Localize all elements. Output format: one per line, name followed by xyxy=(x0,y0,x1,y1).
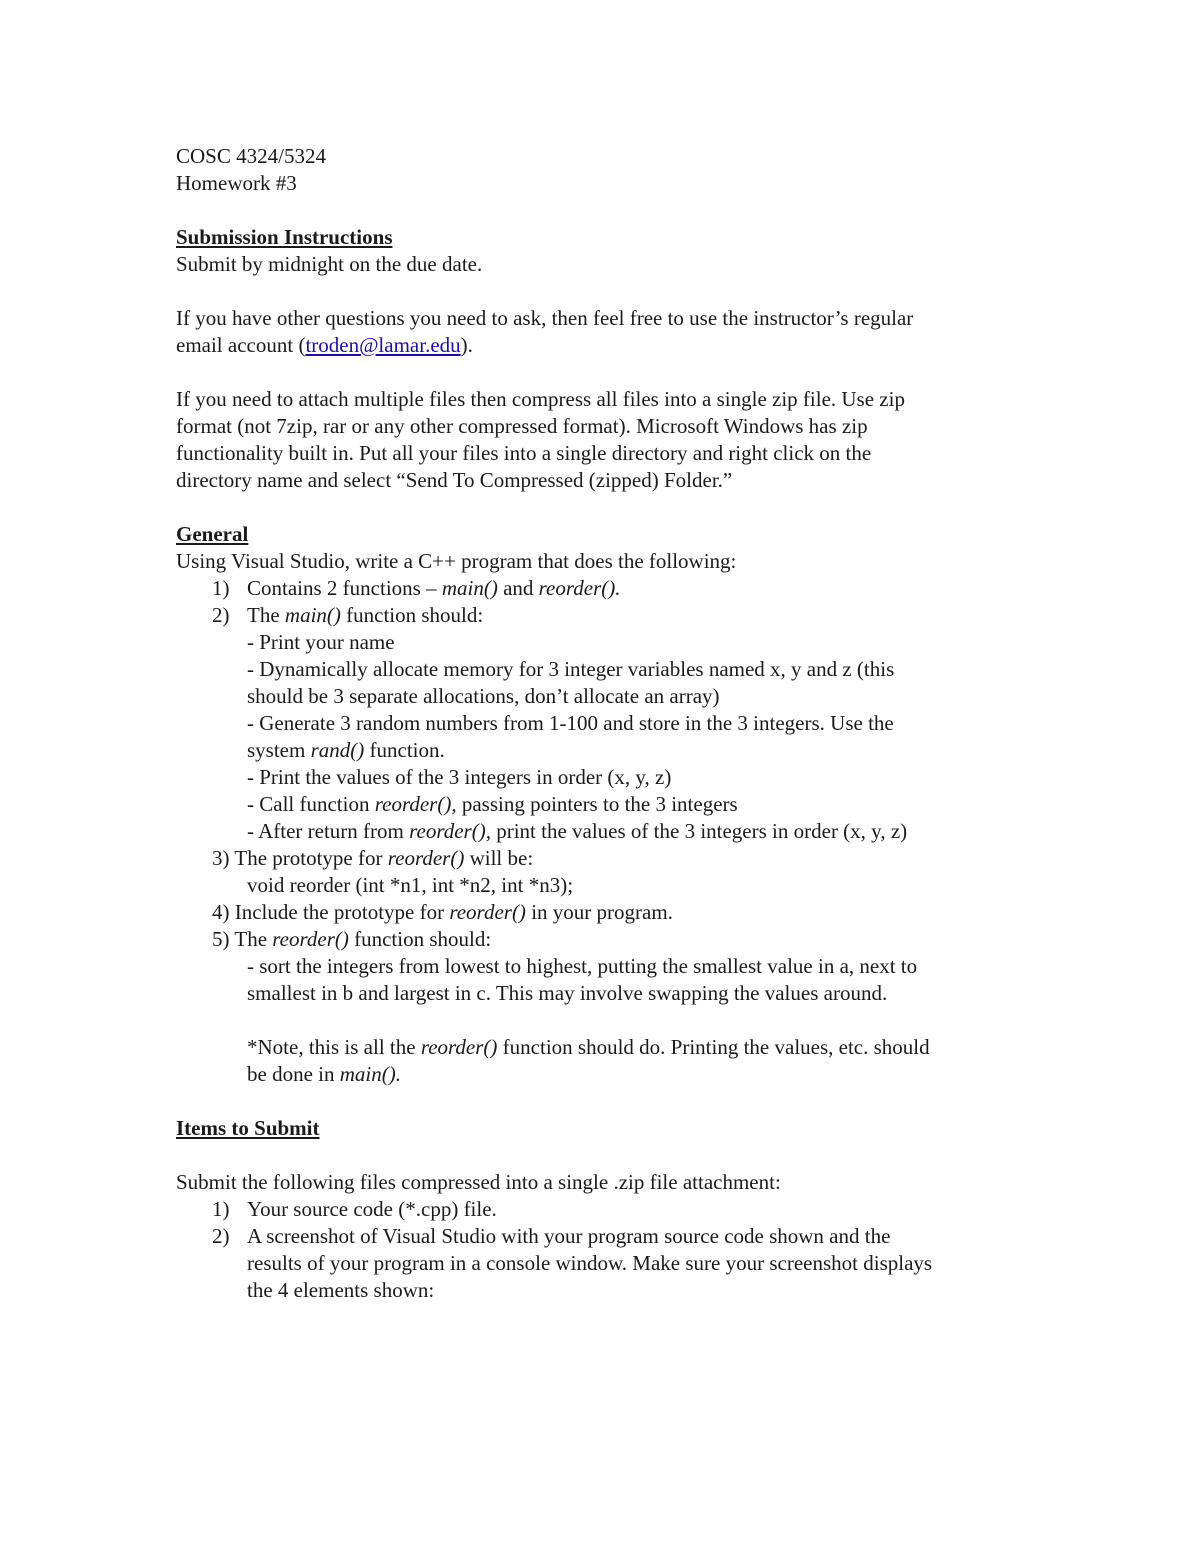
list-item xyxy=(176,1223,1036,1250)
questions-line-2 xyxy=(176,332,1036,359)
general-intro: Using Visual Studio, write a C++ program that does the following: xyxy=(176,549,737,573)
due-text: Submit by midnight on the due date. xyxy=(176,252,483,276)
assignment-title: Homework #3 xyxy=(176,171,297,195)
list-item xyxy=(176,899,1036,926)
questions-suffix: ). xyxy=(460,333,473,357)
bullet-line: - Generate 3 random numbers from 1-100 and store in the 3 integers. Use the xyxy=(247,711,894,735)
item-text: Contains 2 functions – xyxy=(247,576,442,600)
item-text: 3) The prototype for xyxy=(212,846,388,870)
bullet-line: smallest in b and largest in c. This may involve swapping the values around. xyxy=(247,981,888,1005)
list-item xyxy=(176,602,1036,629)
item-text: Your source code (*.cpp) file. xyxy=(247,1197,497,1221)
item-text: The xyxy=(247,603,285,627)
code-ref: reorder() xyxy=(449,900,526,924)
list-item-continuation: results of your program in a console window. Make sure your screenshot displays xyxy=(247,1251,933,1275)
item-text: be done in xyxy=(247,1062,340,1086)
zip-line-4: directory name and select “Send To Compressed (zipped) Folder.” xyxy=(176,468,733,492)
list-number: 2) xyxy=(212,603,230,627)
zip-line-3: functionality built in. Put all your files into a single directory and right click on the xyxy=(176,441,872,465)
prototype-line: void reorder (int *n1, int *n2, int *n3); xyxy=(247,873,574,897)
code-ref: reorder() xyxy=(272,927,349,951)
bullet-line: - sort the integers from lowest to highest, putting the smallest value in a, next to xyxy=(247,954,918,978)
list-item xyxy=(176,575,1036,602)
list-number: 1) xyxy=(212,1197,230,1221)
code-ref: main(). xyxy=(339,1062,401,1086)
code-ref: reorder() xyxy=(387,846,465,870)
note-line xyxy=(176,1034,1036,1061)
item-text: 4) Include the prototype for xyxy=(212,900,450,924)
list-number: 1) xyxy=(212,576,230,600)
list-item xyxy=(176,1196,1036,1223)
items-heading: Items to Submit xyxy=(176,1116,320,1140)
bullet-line: - Dynamically allocate memory for 3 integer variables named x, y and z (this xyxy=(247,657,895,681)
bullet-line xyxy=(176,791,1036,818)
code-ref: reorder() xyxy=(420,1035,498,1059)
item-text: in your program. xyxy=(525,900,673,924)
item-text: and xyxy=(497,576,539,600)
item-text: system xyxy=(247,738,311,762)
code-ref: reorder(), xyxy=(374,792,457,816)
list-number: 2) xyxy=(212,1224,230,1248)
questions-line-1: If you have other questions you need to ask, then feel free to use the instructor’s regular xyxy=(176,306,914,330)
note-line xyxy=(176,1061,1036,1088)
item-text: function should: xyxy=(348,927,492,951)
general-heading: General xyxy=(176,522,249,546)
list-item-continuation: the 4 elements shown: xyxy=(247,1278,435,1302)
bullet-line: - Print your name xyxy=(247,630,395,654)
item-text: function should: xyxy=(340,603,484,627)
item-text: *Note, this is all the xyxy=(247,1035,421,1059)
bullet-line: should be 3 separate allocations, don’t allocate an array) xyxy=(247,684,720,708)
code-ref: main() xyxy=(441,576,498,600)
item-text: will be: xyxy=(464,846,534,870)
item-text: 5) The xyxy=(212,927,273,951)
code-ref: reorder(), xyxy=(409,819,491,843)
questions-prefix: email account ( xyxy=(176,333,306,357)
bullet-line xyxy=(176,818,1036,845)
item-text: - Call function xyxy=(247,792,375,816)
bullet-line: - Print the values of the 3 integers in order (x, y, z) xyxy=(247,765,672,789)
item-text: print the values of the 3 integers in order (x, y, z) xyxy=(490,819,908,843)
list-item xyxy=(176,845,1036,872)
code-ref: main() xyxy=(284,603,341,627)
zip-line-1: If you need to attach multiple files then compress all files into a single zip file. Use zip xyxy=(176,387,905,411)
item-text: function. xyxy=(364,738,445,762)
document-page xyxy=(176,143,1036,1304)
item-text: - After return from xyxy=(247,819,410,843)
item-text: A screenshot of Visual Studio with your program source code shown and the xyxy=(247,1224,891,1248)
zip-line-2: format (not 7zip, rar or any other compressed format). Microsoft Windows has zip xyxy=(176,414,868,438)
bullet-line xyxy=(176,737,1036,764)
items-intro: Submit the following files compressed into a single .zip file attachment: xyxy=(176,1170,781,1194)
submission-heading: Submission Instructions xyxy=(176,225,393,249)
item-text: function should do. Printing the values, etc. should xyxy=(497,1035,930,1059)
list-item xyxy=(176,926,1036,953)
code-ref: rand() xyxy=(310,738,365,762)
item-text: passing pointers to the 3 integers xyxy=(456,792,738,816)
course-title: COSC 4324/5324 xyxy=(176,144,326,168)
code-ref: reorder(). xyxy=(538,576,621,600)
email-link[interactable]: troden@lamar.edu xyxy=(305,333,461,357)
